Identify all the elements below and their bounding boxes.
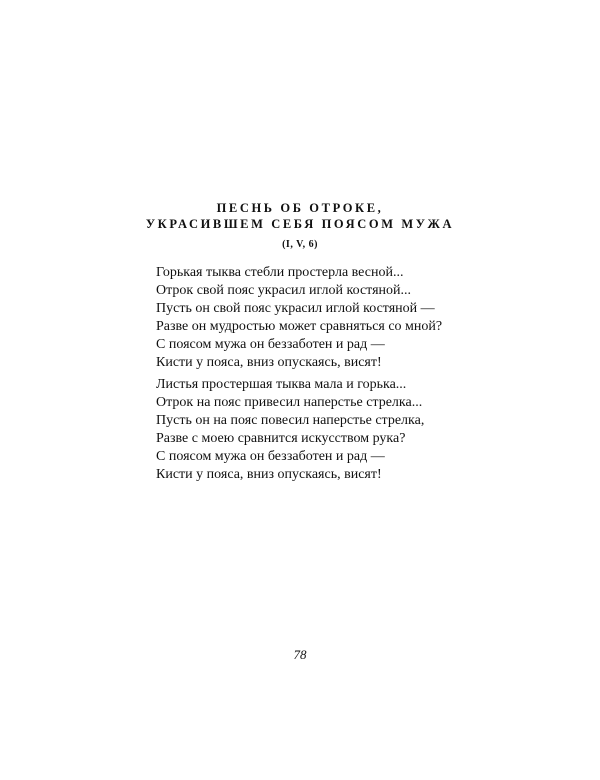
verse-line: Пусть он на пояс повесил наперстье стрелка,	[156, 413, 425, 428]
poem-reference: (I, V, 6)	[282, 239, 318, 250]
verse-line: Отрок на пояс привесил наперстье стрелка...	[156, 395, 423, 410]
verse-line: Кисти у пояса, вниз опускаясь, висят!	[156, 467, 382, 482]
verse-line: Листья простершая тыква мала и горька...	[156, 377, 407, 392]
poem-title-line-2: УКРАСИВШЕМ СЕБЯ ПОЯСОМ МУЖА	[145, 217, 455, 231]
verse-line: Разве с моею сравнится искусством рука?	[156, 431, 406, 446]
verse-line: Горькая тыква стебли простерла весной...	[156, 265, 404, 280]
poem-title-line-1: ПЕСНЬ ОБ ОТРОКЕ,	[216, 201, 384, 215]
verse-line: Разве он мудростью может сравняться со мной?	[156, 319, 443, 334]
stanza-2	[156, 376, 476, 484]
stanza-1	[156, 264, 476, 372]
verse-line: Кисти у пояса, вниз опускаясь, висят!	[156, 355, 382, 370]
verse-line: Отрок свой пояс украсил иглой костяной...	[156, 283, 412, 298]
verse-line: С поясом мужа он беззаботен и рад —	[156, 449, 385, 464]
verse-line: С поясом мужа он беззаботен и рад —	[156, 337, 385, 352]
verse-line: Пусть он свой пояс украсил иглой костяной —	[156, 301, 435, 316]
page-number: 78	[293, 647, 307, 662]
